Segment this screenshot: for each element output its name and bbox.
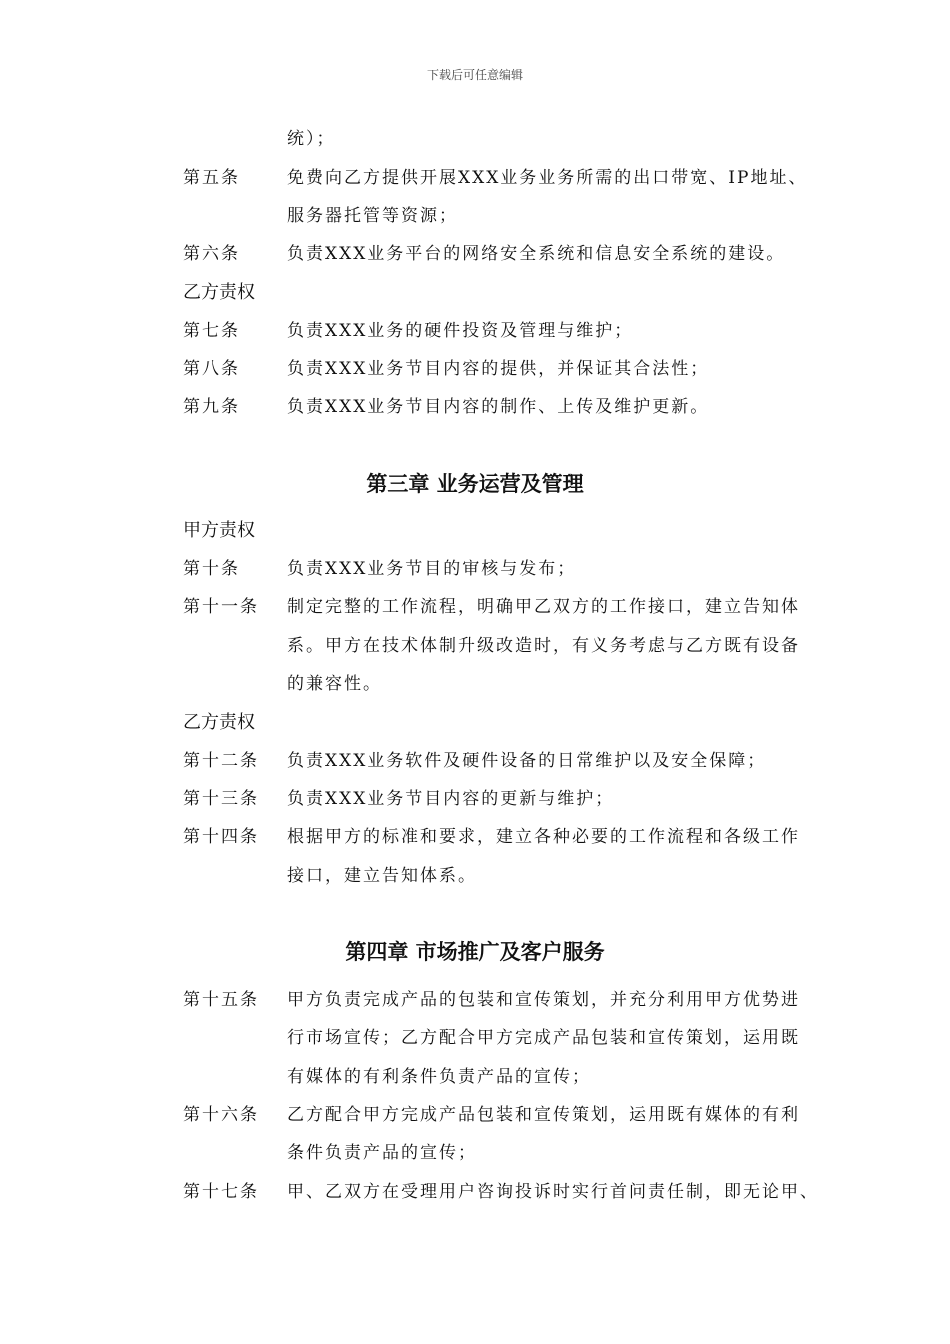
article-text: 负责XXX业务的硬件投资及管理与维护； xyxy=(287,321,634,341)
article-label: 第十三条 xyxy=(183,789,259,809)
article-text: 服务器托管等资源； xyxy=(287,206,458,226)
article-text: 有媒体的有利条件负责产品的宣传； xyxy=(287,1067,591,1087)
article-label: 第六条 xyxy=(183,244,240,264)
article-text: 负责XXX业务节目的审核与发布； xyxy=(287,559,577,579)
article-text: 负责XXX业务节目内容的提供，并保证其合法性； xyxy=(287,359,710,379)
article-label: 第八条 xyxy=(183,359,240,379)
article-text: 负责XXX业务软件及硬件设备的日常维护以及安全保障； xyxy=(287,751,767,771)
article-text: 甲、乙双方在受理用户咨询投诉时实行首问责任制，即无论甲、 xyxy=(287,1182,819,1202)
section-subheading: 甲方责权 xyxy=(183,520,255,541)
article-text: 系。甲方在技术体制升级改造时，有义务考虑与乙方既有设备 xyxy=(287,636,800,656)
article-text: 制定完整的工作流程，明确甲乙双方的工作接口，建立告知体 xyxy=(287,597,800,617)
article-text: 的兼容性。 xyxy=(287,674,382,694)
article-label: 第十二条 xyxy=(183,751,259,771)
article-text: 免费向乙方提供开展XXX业务业务所需的出口带宽、IP地址、 xyxy=(287,168,808,188)
article-text: 负责XXX业务节目内容的更新与维护； xyxy=(287,789,615,809)
article-label: 第十一条 xyxy=(183,597,259,617)
section-subheading: 乙方责权 xyxy=(183,712,255,733)
article-text: 接口，建立告知体系。 xyxy=(287,866,477,886)
article-label: 第十四条 xyxy=(183,827,259,847)
page-header: 下载后可任意编辑 xyxy=(426,68,523,82)
article-label: 第十六条 xyxy=(183,1105,259,1125)
chapter-heading: 第三章 业务运营及管理 xyxy=(366,472,584,496)
article-label: 第十五条 xyxy=(183,990,259,1010)
article-text: 负责XXX业务平台的网络安全系统和信息安全系统的建设。 xyxy=(287,244,786,264)
article-label: 第十条 xyxy=(183,559,240,579)
section-subheading: 乙方责权 xyxy=(183,282,255,303)
article-text: 甲方负责完成产品的包装和宣传策划，并充分利用甲方优势进 xyxy=(287,990,800,1010)
article-text: 负责XXX业务节目内容的制作、上传及维护更新。 xyxy=(287,397,710,417)
article-label: 第十七条 xyxy=(183,1182,259,1202)
article-label: 第五条 xyxy=(183,168,240,188)
article-text: 根据甲方的标准和要求，建立各种必要的工作流程和各级工作 xyxy=(287,827,800,847)
article-text: 行市场宣传；乙方配合甲方完成产品包装和宣传策划，运用既 xyxy=(287,1028,800,1048)
article-label: 第九条 xyxy=(183,397,240,417)
article-text: 条件负责产品的宣传； xyxy=(287,1143,477,1163)
chapter-heading: 第四章 市场推广及客户服务 xyxy=(345,940,605,964)
article-label: 第七条 xyxy=(183,321,240,341)
article-text: 统）； xyxy=(287,129,336,149)
article-text: 乙方配合甲方完成产品包装和宣传策划，运用既有媒体的有利 xyxy=(287,1105,800,1125)
